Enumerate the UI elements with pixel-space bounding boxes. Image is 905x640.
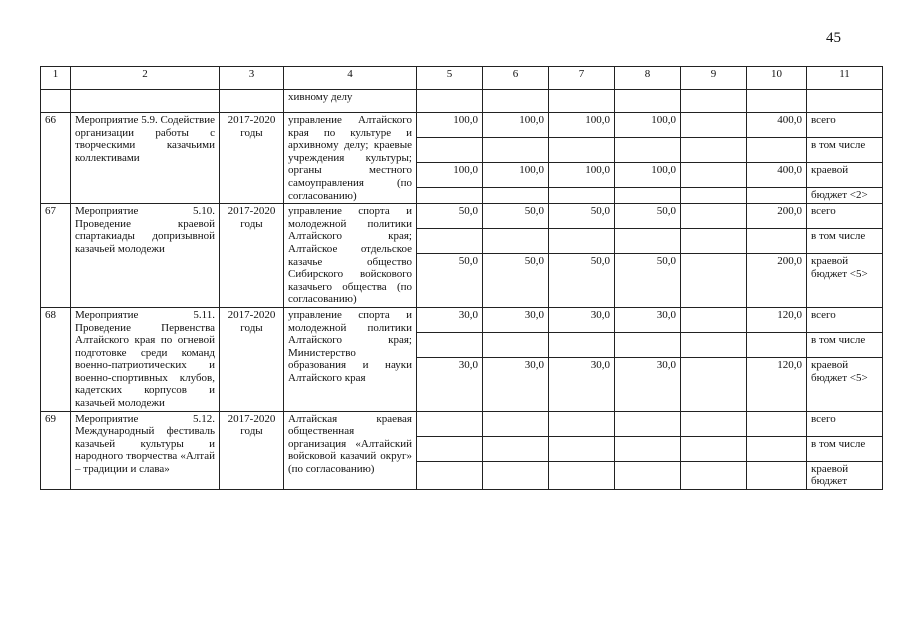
period-cell: 2017-2020 годы <box>220 113 284 204</box>
value-cell: 50,0 <box>483 254 549 308</box>
header-cell: 6 <box>483 67 549 90</box>
budget-label: бюджет <2> <box>807 188 883 204</box>
value-cell: 30,0 <box>483 357 549 411</box>
header-cell: 10 <box>747 67 807 90</box>
cell <box>417 90 483 113</box>
row-number: 68 <box>41 307 71 411</box>
value-cell: 100,0 <box>615 113 681 138</box>
cell <box>483 90 549 113</box>
value-cell <box>417 332 483 357</box>
cell <box>807 90 883 113</box>
total-cell: 120,0 <box>747 357 807 411</box>
cell <box>681 90 747 113</box>
total-cell: 120,0 <box>747 307 807 332</box>
activity-cell: Мероприятие 5.11. Проведение Первенства Алтайского края по огневой подготовке среди команд военно-патриотических и военно-спортивных клубов, кадетских корпусов и казачьей молодежи <box>71 307 220 411</box>
value-cell: 30,0 <box>483 307 549 332</box>
activity-cell: Мероприятие 5.10. Проведение краевой спартакиады допризывной казачьей молодежи <box>71 204 220 308</box>
value-cell <box>483 229 549 254</box>
header-cell: 8 <box>615 67 681 90</box>
value-cell <box>615 461 681 489</box>
value-cell <box>417 461 483 489</box>
value-cell: 100,0 <box>417 113 483 138</box>
header-cell: 9 <box>681 67 747 90</box>
table-row <box>41 307 883 332</box>
value-cell <box>417 188 483 204</box>
value-cell <box>681 113 747 138</box>
value-cell <box>615 138 681 163</box>
row-number: 67 <box>41 204 71 308</box>
value-cell <box>615 411 681 436</box>
period-cell: 2017-2020 годы <box>220 204 284 308</box>
value-cell: 30,0 <box>417 357 483 411</box>
value-cell <box>483 436 549 461</box>
value-cell: 100,0 <box>417 163 483 188</box>
header-cell: 3 <box>220 67 284 90</box>
cell <box>220 90 284 113</box>
value-cell: 30,0 <box>615 357 681 411</box>
header-cell: 5 <box>417 67 483 90</box>
header-cell: 7 <box>549 67 615 90</box>
total-cell <box>747 436 807 461</box>
value-cell <box>417 436 483 461</box>
period-cell: 2017-2020 годы <box>220 307 284 411</box>
value-cell <box>681 436 747 461</box>
value-cell <box>681 254 747 308</box>
value-cell: 30,0 <box>549 357 615 411</box>
executor-cell: Алтайская краевая общественная организация «Алтайский войсковой казачий округ» (по согласованию) <box>284 411 417 489</box>
budget-label: краевой <box>807 163 883 188</box>
value-cell: 50,0 <box>417 204 483 229</box>
value-cell: 50,0 <box>549 254 615 308</box>
table-row <box>41 204 883 229</box>
value-cell <box>681 307 747 332</box>
value-cell <box>417 411 483 436</box>
budget-label: в том числе <box>807 332 883 357</box>
period-cell: 2017-2020 годы <box>220 411 284 489</box>
budget-label: в том числе <box>807 229 883 254</box>
value-cell: 50,0 <box>417 254 483 308</box>
row-number: 69 <box>41 411 71 489</box>
table-row <box>41 113 883 138</box>
value-cell: 30,0 <box>549 307 615 332</box>
row-number: 66 <box>41 113 71 204</box>
value-cell <box>549 188 615 204</box>
activity-cell: Мероприятие 5.9. Содействие организации работы с творческими казачьими коллективами <box>71 113 220 204</box>
value-cell <box>483 188 549 204</box>
value-cell <box>615 188 681 204</box>
executor-cell: управление спорта и молодежной политики Алтайского края; Министерство образования и науки Алтайского края <box>284 307 417 411</box>
total-cell <box>747 332 807 357</box>
value-cell <box>681 357 747 411</box>
header-row <box>41 67 883 90</box>
value-cell <box>681 229 747 254</box>
total-cell <box>747 188 807 204</box>
total-cell <box>747 138 807 163</box>
value-cell <box>681 188 747 204</box>
value-cell <box>483 461 549 489</box>
activity-cell: Мероприятие 5.12. Международный фестиваль казачьей культуры и народного творчества «Алтай – традиции и слава» <box>71 411 220 489</box>
program-activities-table <box>40 66 883 490</box>
value-cell <box>549 436 615 461</box>
value-cell <box>417 229 483 254</box>
value-cell <box>681 332 747 357</box>
cell <box>747 90 807 113</box>
header-cell: 11 <box>807 67 883 90</box>
header-cell: 4 <box>284 67 417 90</box>
value-cell <box>549 411 615 436</box>
page-number: 45 <box>826 30 841 46</box>
value-cell <box>483 411 549 436</box>
table-row <box>41 411 883 436</box>
value-cell: 30,0 <box>417 307 483 332</box>
budget-label: в том числе <box>807 436 883 461</box>
value-cell <box>615 229 681 254</box>
total-cell: 400,0 <box>747 113 807 138</box>
budget-label: всего <box>807 204 883 229</box>
value-cell <box>549 332 615 357</box>
value-cell <box>615 436 681 461</box>
value-cell <box>483 138 549 163</box>
value-cell <box>549 461 615 489</box>
budget-label: всего <box>807 307 883 332</box>
value-cell: 100,0 <box>483 113 549 138</box>
value-cell: 50,0 <box>615 254 681 308</box>
executor-cell: хивному делу <box>284 90 417 113</box>
value-cell <box>681 411 747 436</box>
budget-label: в том числе <box>807 138 883 163</box>
total-cell <box>747 411 807 436</box>
total-cell <box>747 229 807 254</box>
value-cell: 30,0 <box>615 307 681 332</box>
budget-label: краевой бюджет <box>807 461 883 489</box>
executor-cell: управление Алтайского края по культуре и архивному делу; краевые учреждения культуры; органы местного самоуправления (по согласованию) <box>284 113 417 204</box>
executor-cell: управление спорта и молодежной политики Алтайского края; Алтайское отдельское казачье общество Сибирского войскового казачьего общества (по согласованию) <box>284 204 417 308</box>
value-cell <box>681 163 747 188</box>
cell <box>549 90 615 113</box>
value-cell <box>549 229 615 254</box>
value-cell <box>615 332 681 357</box>
value-cell <box>483 332 549 357</box>
value-cell <box>681 204 747 229</box>
cell <box>71 90 220 113</box>
value-cell: 100,0 <box>549 163 615 188</box>
value-cell: 50,0 <box>549 204 615 229</box>
header-cell: 2 <box>71 67 220 90</box>
value-cell: 50,0 <box>483 204 549 229</box>
budget-label: всего <box>807 411 883 436</box>
header-cell: 1 <box>41 67 71 90</box>
budget-label: краевой бюджет <5> <box>807 357 883 411</box>
continuation-row <box>41 90 883 113</box>
value-cell <box>417 138 483 163</box>
value-cell <box>681 138 747 163</box>
total-cell: 200,0 <box>747 204 807 229</box>
value-cell <box>549 138 615 163</box>
value-cell: 100,0 <box>549 113 615 138</box>
budget-label: всего <box>807 113 883 138</box>
total-cell: 200,0 <box>747 254 807 308</box>
cell <box>41 90 71 113</box>
cell <box>615 90 681 113</box>
value-cell: 100,0 <box>615 163 681 188</box>
total-cell <box>747 461 807 489</box>
total-cell: 400,0 <box>747 163 807 188</box>
budget-label: краевой бюджет <5> <box>807 254 883 308</box>
value-cell: 50,0 <box>615 204 681 229</box>
value-cell: 100,0 <box>483 163 549 188</box>
value-cell <box>681 461 747 489</box>
